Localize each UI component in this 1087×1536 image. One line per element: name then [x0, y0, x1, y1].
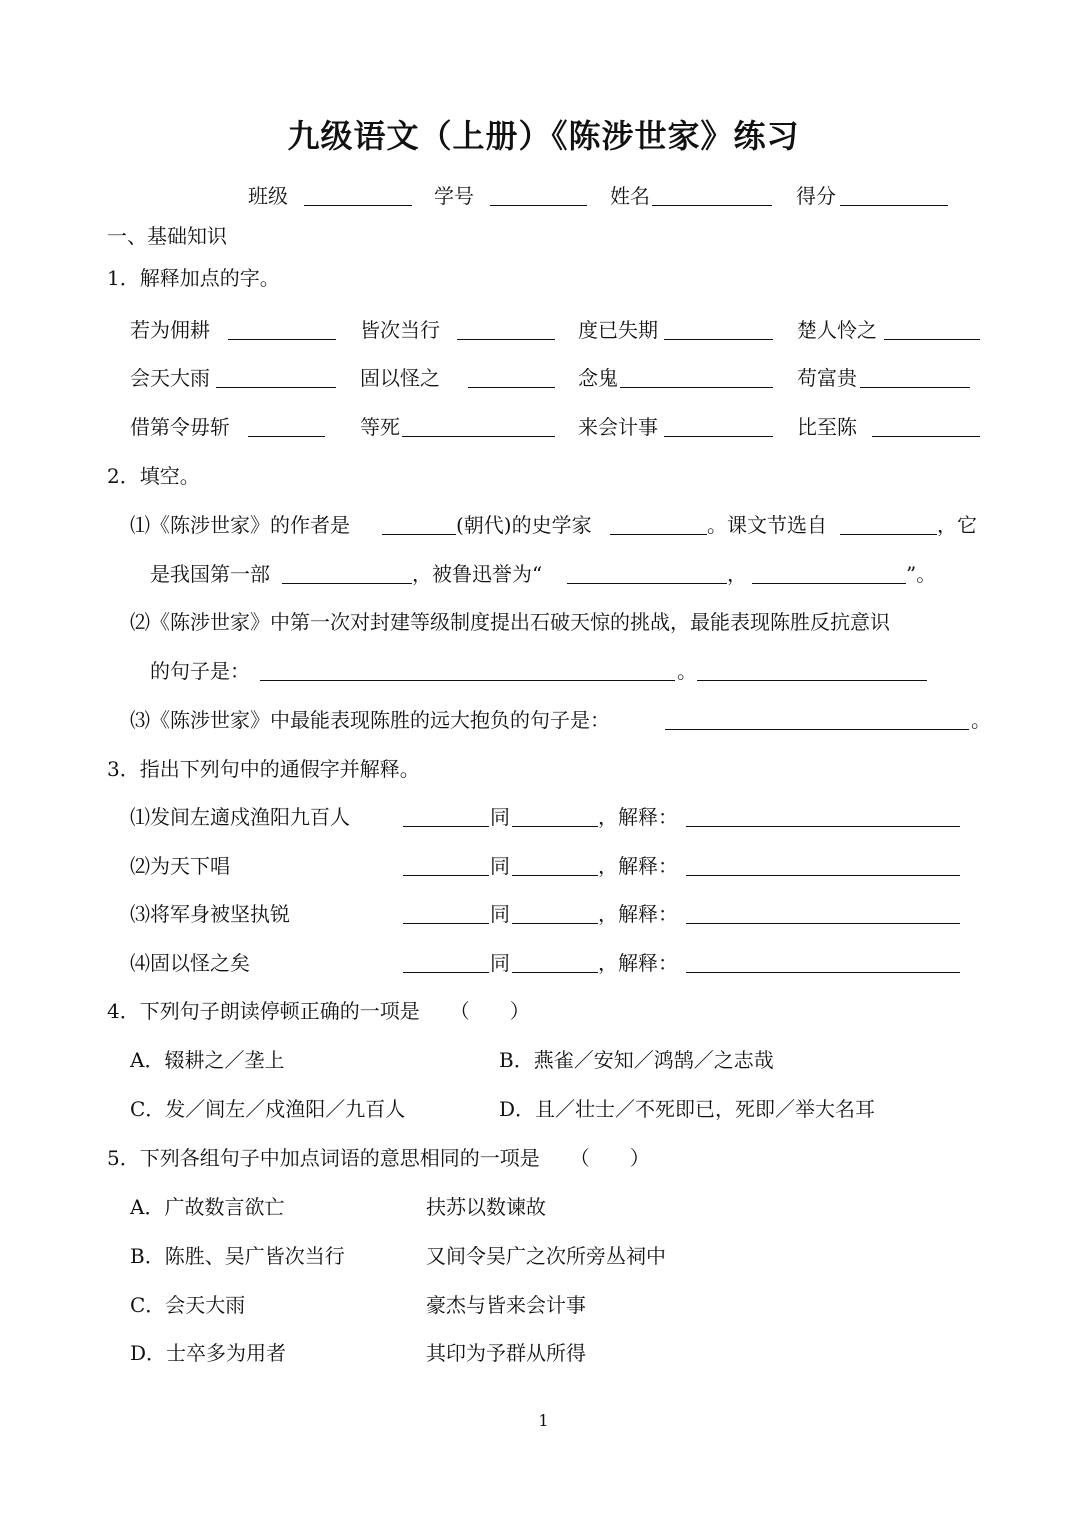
q3-blank-char[interactable]	[403, 923, 489, 924]
q1-item: 会天大雨	[130, 366, 210, 390]
q1-blank[interactable]	[620, 387, 773, 388]
question-5-title: 5．下列各组句子中加点词语的意思相同的一项是 （ ）	[107, 1146, 650, 1170]
q2-text: 。课文节选自	[707, 513, 827, 537]
q3-blank-explain[interactable]	[686, 875, 960, 876]
q3-item: ⑶将军身被坚执锐	[130, 902, 290, 926]
q1-item: 若为佣耕	[130, 318, 210, 342]
student-id-blank[interactable]	[490, 205, 587, 206]
page-title: 九级语文（上册）《陈涉世家》练习	[287, 117, 800, 155]
q5-option-b-pair: 又间令吴广之次所旁丛祠中	[426, 1244, 666, 1268]
q1-blank[interactable]	[664, 339, 773, 340]
q2-text: ⑶《陈涉世家》中最能表现陈胜的远大抱负的句子是：	[130, 708, 610, 732]
q2-blank-sentence-2[interactable]	[697, 680, 927, 681]
q5-option-b[interactable]: B．陈胜、吴广皆次当行	[130, 1244, 345, 1268]
q1-blank[interactable]	[664, 436, 773, 437]
q1-item: 比至陈	[797, 415, 857, 439]
q1-item: 念鬼	[578, 366, 618, 390]
q2-blank-dynasty[interactable]	[382, 534, 456, 535]
q4-option-c[interactable]: C．发／闾左／戍渔阳／九百人	[130, 1097, 406, 1121]
class-blank[interactable]	[304, 205, 412, 206]
q1-blank[interactable]	[248, 436, 325, 437]
q2-text: ”。	[906, 562, 937, 586]
q2-text: ，它	[937, 513, 977, 537]
q2-text: 。	[677, 659, 697, 683]
q3-item: ⑷固以怪之矣	[130, 951, 250, 975]
q2-text: ⑴《陈涉世家》的作者是	[130, 513, 350, 537]
q1-item: 等死	[360, 415, 400, 439]
q2-blank-source[interactable]	[840, 534, 937, 535]
q4-option-d[interactable]: D．且／壮士／不死即已，死即／举大名耳	[499, 1097, 876, 1121]
q1-item: 苟富贵	[797, 366, 857, 390]
name-blank[interactable]	[652, 205, 772, 206]
q3-blank-same[interactable]	[512, 923, 598, 924]
q5-option-a[interactable]: A．广故数言欲亡	[130, 1195, 285, 1219]
q5-option-d-pair: 其印为予群从所得	[426, 1341, 586, 1365]
q3-item: ⑵为天下唱	[130, 854, 230, 878]
question-4-title: 4．下列句子朗读停顿正确的一项是 （ ）	[107, 999, 530, 1023]
q2-blank-book[interactable]	[282, 583, 412, 584]
q2-blank-sentence[interactable]	[260, 680, 675, 681]
q2-text: ，	[727, 562, 747, 586]
q2-blank-ambition[interactable]	[665, 729, 969, 730]
q1-blank[interactable]	[402, 436, 555, 437]
q4-option-b[interactable]: B．燕雀／安知／鸿鹄／之志哉	[499, 1048, 774, 1072]
page-number: 1	[538, 1411, 549, 1430]
q3-blank-char[interactable]	[403, 826, 489, 827]
q3-blank-same[interactable]	[512, 875, 598, 876]
q2-text: ⑵《陈涉世家》中第一次对封建等级制度提出石破天惊的挑战，最能表现陈胜反抗意识	[130, 610, 890, 634]
q3-blank-char[interactable]	[403, 875, 489, 876]
q3-explain-label: ，解释：	[598, 805, 678, 829]
q3-same-label: 同	[490, 854, 510, 878]
q2-blank-author[interactable]	[610, 534, 707, 535]
q2-blank-praise-2[interactable]	[752, 583, 906, 584]
q1-blank[interactable]	[468, 387, 555, 388]
q1-blank[interactable]	[860, 387, 970, 388]
q2-text: 是我国第一部	[150, 562, 270, 586]
student-id-label: 学号	[434, 184, 474, 208]
q3-same-label: 同	[490, 902, 510, 926]
q1-blank[interactable]	[216, 387, 336, 388]
q5-option-a-pair: 扶苏以数谏故	[426, 1195, 546, 1219]
q1-item: 度已失期	[578, 318, 658, 342]
class-label: 班级	[248, 184, 288, 208]
section-heading: 一、基础知识	[107, 224, 227, 248]
q2-text: 的句子是：	[150, 659, 250, 683]
score-label: 得分	[796, 184, 836, 208]
q1-blank[interactable]	[872, 436, 980, 437]
q1-item: 固以怪之	[360, 366, 440, 390]
q3-blank-char[interactable]	[403, 972, 489, 973]
q4-option-a[interactable]: A．辍耕之／垄上	[130, 1048, 285, 1072]
q5-option-d[interactable]: D．士卒多为用者	[130, 1341, 287, 1365]
q2-text: ，被鲁迅誉为“	[412, 562, 543, 586]
q3-blank-explain[interactable]	[686, 923, 960, 924]
q3-explain-label: ，解释：	[598, 951, 678, 975]
q1-blank[interactable]	[884, 339, 980, 340]
q2-blank-praise-1[interactable]	[567, 583, 727, 584]
question-2-title: 2．填空。	[107, 464, 200, 488]
q5-option-c-pair: 豪杰与皆来会计事	[426, 1293, 586, 1317]
q1-item: 皆次当行	[360, 318, 440, 342]
q3-explain-label: ，解释：	[598, 902, 678, 926]
q1-item: 楚人怜之	[797, 318, 877, 342]
name-label: 姓名	[610, 184, 650, 208]
q1-blank[interactable]	[228, 339, 336, 340]
q5-option-c[interactable]: C．会天大雨	[130, 1293, 246, 1317]
q2-text: 。	[971, 708, 991, 732]
q2-text: (朝代)的史学家	[456, 513, 592, 537]
q3-blank-explain[interactable]	[686, 826, 960, 827]
q3-blank-same[interactable]	[512, 826, 598, 827]
q3-explain-label: ，解释：	[598, 854, 678, 878]
q3-same-label: 同	[490, 805, 510, 829]
q1-item: 借第令毋斩	[130, 415, 230, 439]
question-3-title: 3．指出下列句中的通假字并解释。	[107, 757, 420, 781]
score-blank[interactable]	[840, 205, 948, 206]
q3-blank-explain[interactable]	[686, 972, 960, 973]
q1-blank[interactable]	[457, 339, 555, 340]
q3-blank-same[interactable]	[512, 972, 598, 973]
q1-item: 来会计事	[578, 415, 658, 439]
question-1-title: 1．解释加点的字。	[107, 266, 280, 290]
q3-item: ⑴发间左適戍渔阳九百人	[130, 805, 350, 829]
q3-same-label: 同	[490, 951, 510, 975]
